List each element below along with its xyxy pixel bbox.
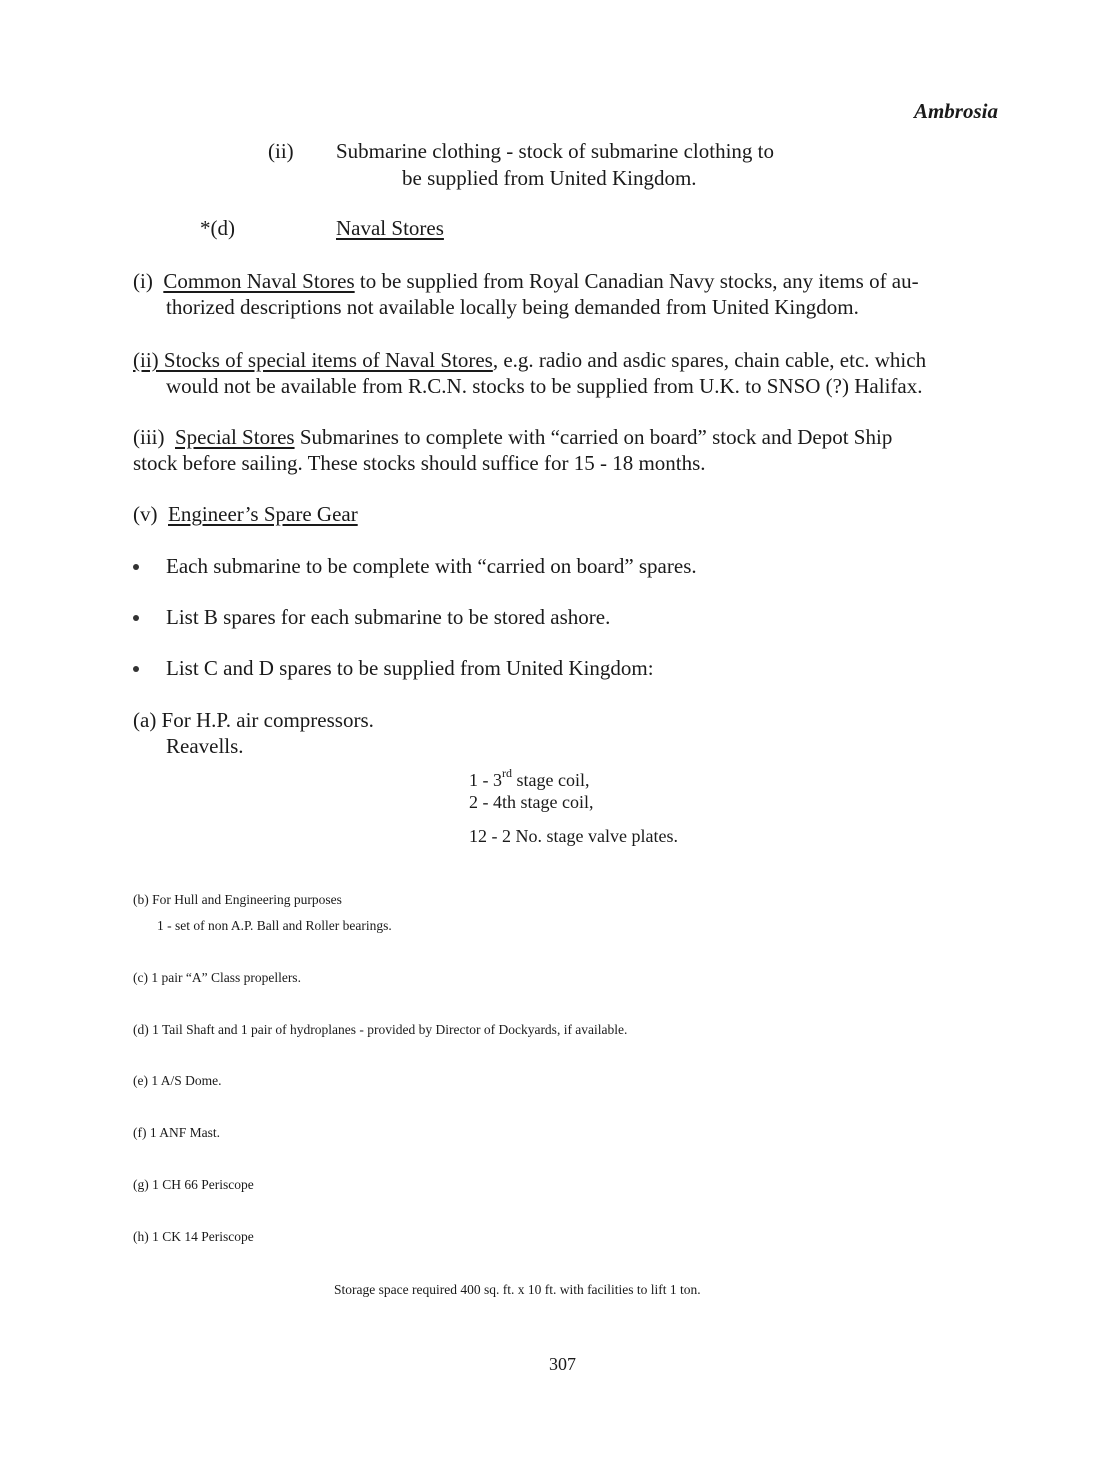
bullet-item-1: Each submarine to be complete with “carried on board” spares. (166, 554, 697, 578)
item-iii-line-1 (133, 424, 892, 450)
item-a-line-2: Reavells. (166, 734, 244, 758)
item-iii-rest: Submarines to complete with “carried on board” stock and Depot Ship (294, 425, 893, 449)
item-a-line-1: (a) For H.P. air compressors. (133, 708, 374, 732)
item-b-line-1: (b) For Hull and Engineering purposes (133, 892, 342, 907)
coil-line-2: 2 - 4th stage coil, (469, 792, 594, 812)
section-d-title: Naval Stores (336, 216, 444, 240)
running-header: Ambrosia (913, 99, 998, 123)
clothing-line-2: be supplied from United Kingdom. (402, 166, 697, 190)
item-v-heading (133, 501, 358, 527)
small-item-d: (d) 1 Tail Shaft and 1 pair of hydroplanes - provided by Director of Dockyards, if available. (133, 1022, 628, 1037)
coil-1-prefix: 1 - 3 (469, 770, 502, 790)
small-item-e: (e) 1 A/S Dome. (133, 1073, 222, 1088)
small-item-g: (g) 1 CH 66 Periscope (133, 1177, 254, 1192)
item-i-underlined: Common Naval Stores (163, 269, 355, 293)
item-iii-line-2: stock before sailing. These stocks should suffice for 15 - 18 months. (133, 451, 706, 475)
item-i-line-2: thorized descriptions not available locally being demanded from United Kingdom. (166, 295, 859, 319)
bullet-item-3: List C and D spares to be supplied from United Kingdom: (166, 656, 654, 680)
small-item-f: (f) 1 ANF Mast. (133, 1125, 220, 1140)
item-iii-marker: (iii) (133, 425, 165, 449)
item-ii-line-1 (133, 347, 926, 373)
coil-1-superscript: rd (502, 766, 512, 780)
clothing-line-1: Submarine clothing - stock of submarine clothing to (336, 139, 775, 163)
bullet-dot (133, 615, 139, 621)
item-i-line-1 (133, 268, 919, 294)
item-ii-line-2: would not be available from R.C.N. stocks to be supplied from U.K. to SNSO (?) Halifax. (166, 374, 923, 398)
item-ii-underlined: (ii) Stocks of special items of Naval Stores (133, 348, 493, 372)
item-v-marker: (v) (133, 502, 158, 526)
bullet-item-2: List B spares for each submarine to be stored ashore. (166, 605, 611, 629)
item-iii-underlined: Special Stores (175, 425, 295, 449)
coil-line-3: 12 - 2 No. stage valve plates. (469, 826, 678, 846)
item-i-marker: (i) (133, 269, 153, 293)
small-item-h: (h) 1 CK 14 Periscope (133, 1229, 254, 1244)
small-item-c: (c) 1 pair “A” Class propellers. (133, 970, 301, 985)
item-ii-rest: , e.g. radio and asdic spares, chain cable, etc. which (492, 348, 927, 372)
item-i-rest: to be supplied from Royal Canadian Navy stocks, any items of au- (354, 269, 919, 293)
bullet-dot (133, 666, 139, 672)
coil-1-suffix: stage coil, (512, 770, 590, 790)
item-b-line-2: 1 - set of non A.P. Ball and Roller bearings. (157, 918, 392, 933)
page-number: 307 (549, 1354, 576, 1374)
item-v-underlined: Engineer’s Spare Gear (168, 502, 358, 526)
bullet-dot (133, 564, 139, 570)
section-d-marker: *(d) (200, 216, 235, 240)
storage-note: Storage space required 400 sq. ft. x 10 ft. with facilities to lift 1 ton. (334, 1282, 701, 1297)
clothing-marker: (ii) (268, 139, 294, 163)
